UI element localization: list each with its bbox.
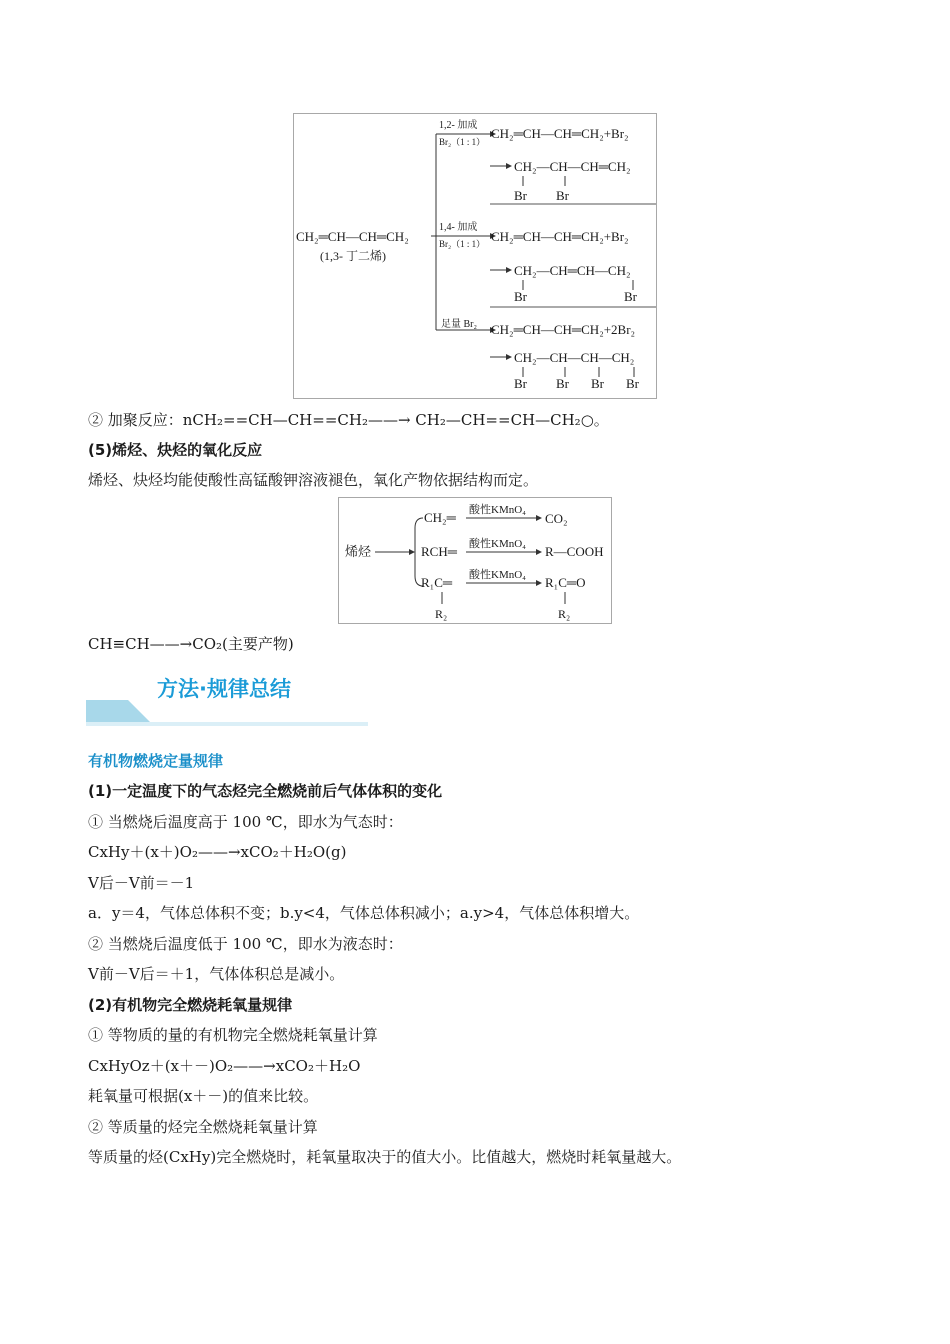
row1-to: CO₂ (545, 511, 568, 526)
branch3-cond: 足量 Br₂ (441, 319, 477, 330)
banner-title: 方法·规律总结 (157, 677, 291, 701)
section-5-heading: (5)烯烃、炔烃的氧化反应 (88, 441, 263, 459)
alkyne-oxidation-line: CH≡CH——→CO₂(主要产物) (88, 635, 294, 653)
branch3-sub-4: Br (626, 376, 639, 391)
rule-1-line-1: ① 当燃烧后温度高于 100 ℃，即水为气态时： (88, 813, 403, 831)
rule-2-heading: (2)有机物完全燃烧耗氧量规律 (88, 996, 293, 1014)
row2-cond: 酸性KMnO₄ (469, 538, 527, 550)
branch3-sub-2: Br (556, 376, 569, 391)
reactant-name: (1,3- 丁二烯) (320, 249, 386, 263)
rule-2-equation: CxHyOz＋(x＋－)O₂——→xCO₂＋H₂O (88, 1057, 361, 1075)
branch3-sub-1: Br (514, 376, 527, 391)
rule-1-line-2: ② 当燃烧后温度低于 100 ℃，即水为液态时： (88, 935, 403, 953)
rule-2-conclusion: 等质量的烃(CxHy)完全燃烧时，耗氧量取决于的值大小。比值越大，燃烧时耗氧量越大。 (88, 1148, 682, 1166)
r2-left: R₂ (435, 607, 448, 621)
branch1-sub-1: Br (514, 188, 527, 203)
rule-1-cases: a．y＝4，气体总体积不变；b.y<4，气体总体积减小；a.y>4，气体总体积增大。 (88, 904, 640, 922)
branch3-product: CH₂—CH—CH—CH₂ (514, 350, 635, 365)
r2-right: R₂ (558, 607, 571, 621)
branch2-sub-2: Br (624, 289, 637, 304)
row2-from: RCH═ (421, 544, 457, 559)
branch2-cond-bottom: Br₂（1 : 1） (439, 239, 486, 249)
summary-heading: 有机物燃烧定量规律 (88, 752, 224, 770)
branch1-cond-top: 1,2- 加成 (439, 120, 478, 131)
row1-cond: 酸性KMnO₄ (469, 504, 527, 516)
oxidation-scheme (339, 498, 611, 623)
row2-to: R—COOH (545, 544, 604, 559)
rule-1-volume-diff: V后－V前＝－1 (88, 874, 195, 892)
row3-to: R₁C═O (545, 575, 586, 590)
butadiene-scheme (294, 114, 656, 398)
branch2-product: CH₂—CH═CH—CH₂ (514, 263, 631, 278)
section-banner (86, 700, 368, 727)
branch2-equation: CH₂═CH—CH═CH₂+Br₂ (491, 229, 629, 244)
oxidation-figure (338, 497, 612, 624)
branch3-equation: CH₂═CH—CH═CH₂+2Br₂ (491, 322, 636, 337)
rule-2-compare: 耗氧量可根据(x＋－)的值来比较。 (88, 1087, 319, 1105)
branch1-cond-bottom: Br₂（1 : 1） (439, 137, 486, 147)
branch1-equation: CH₂═CH—CH═CH₂+Br₂ (491, 126, 629, 141)
rule-1-equation: CxHy＋(x＋)O₂——→xCO₂＋H₂O(g) (88, 843, 347, 861)
rule-2-line-1: ① 等物质的量的有机物完全燃烧耗氧量计算 (88, 1026, 378, 1044)
reactant-formula: CH₂═CH—CH═CH₂ (296, 229, 409, 244)
row3-cond: 酸性KMnO₄ (469, 569, 527, 581)
section-5-text: 烯烃、炔烃均能使酸性高锰酸钾溶液褪色，氧化产物依据结构而定。 (88, 471, 539, 489)
rule-1-volume-liquid: V前－V后＝＋1，气体体积总是减小。 (88, 965, 345, 983)
branch2-cond-top: 1,4- 加成 (439, 222, 478, 233)
row1-from: CH₂═ (424, 510, 456, 525)
polymerization-line: ② 加聚反应：nCH₂==CH—CH==CH₂——→ CH₂—CH==CH—CH₂○。 (88, 411, 609, 429)
butadiene-addition-figure (293, 113, 657, 399)
alkene-label: 烯烃 (345, 544, 372, 559)
rule-2-line-2: ② 等质量的烃完全燃烧耗氧量计算 (88, 1118, 318, 1136)
branch2-sub-1: Br (514, 289, 527, 304)
rule-1-heading: (1)一定温度下的气态烃完全燃烧前后气体体积的变化 (88, 782, 443, 800)
row3-from: R₁C═ (421, 575, 453, 590)
branch1-product: CH₂—CH—CH═CH₂ (514, 159, 631, 174)
branch3-sub-3: Br (591, 376, 604, 391)
branch1-sub-2: Br (556, 188, 569, 203)
